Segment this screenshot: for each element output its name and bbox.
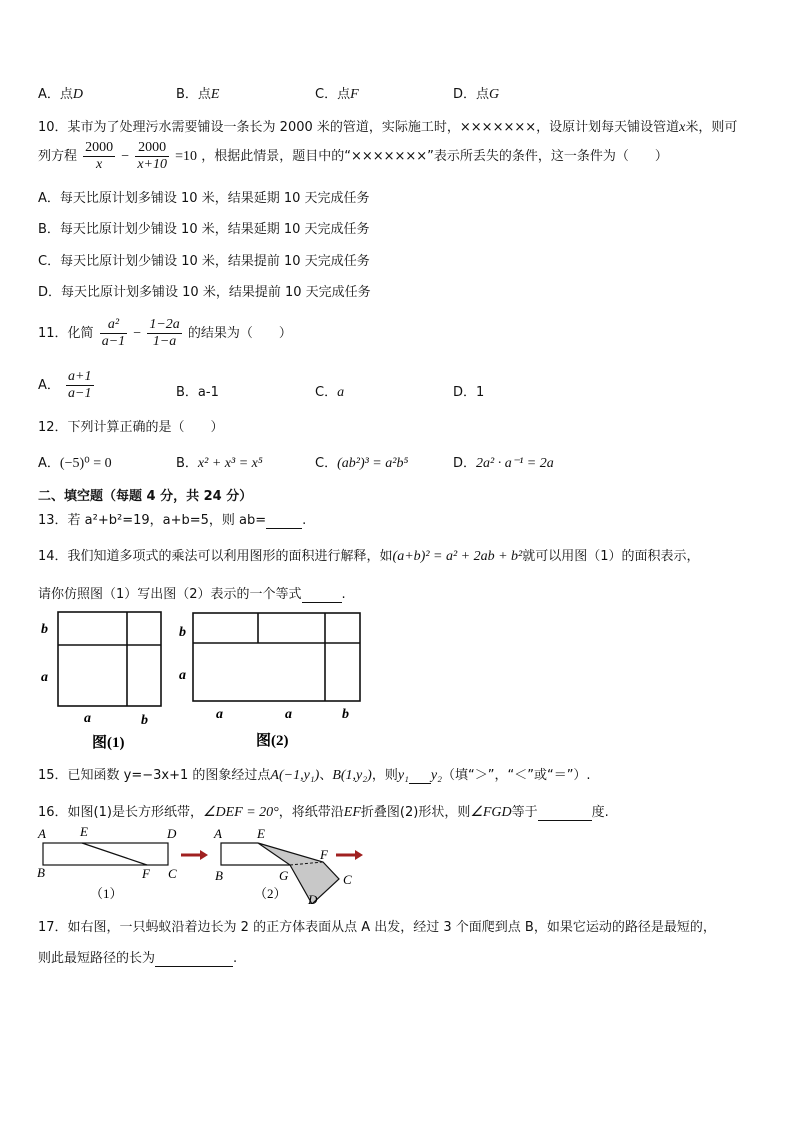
q12-option-b: B．x² + x³ = x⁵ — [176, 456, 263, 471]
q16-arrow-1 — [181, 850, 208, 860]
q12-option-c: C．(ab²)³ = a²b⁵ — [315, 456, 409, 471]
fig2-label-b-left: b — [179, 625, 186, 640]
fig1-caption: 图(1) — [92, 735, 125, 751]
q10-option-d: D．每天比原计划多铺设 10 米，结果提前 10 天完成任务 — [38, 285, 371, 300]
q9-option-a: A．点D — [38, 87, 84, 102]
fig2-label-G: G — [279, 868, 289, 883]
q11-option-a-fraction: $\frac{a+1}{a-1}$ — [68, 369, 92, 401]
q11-option-b: B．a-1 — [176, 385, 219, 400]
fig2-label-a-bottom-1: a — [216, 707, 223, 722]
q11-fraction-1: $\frac{\text{a²}}{a-1}$ — [101, 317, 126, 349]
q15-answer-blank — [409, 768, 431, 784]
q16-arrow-2 — [336, 850, 363, 860]
fig1-label-F: F — [142, 866, 150, 881]
fig2-label-A: A — [214, 826, 222, 841]
fig2-caption: （2） — [254, 886, 287, 901]
q10-fraction-1: $\frac{2000}{x}$ — [85, 140, 114, 172]
q17-stem-line1: 17．如右图，一只蚂蚁沿着边长为 2 的正方体表面从点 A 出发，经过 3 个面爬到点 B，如果它运动的路径是最短的， — [38, 920, 716, 935]
q12-option-d: D．2a² · a⁻¹ = 2a — [453, 456, 554, 471]
q12-stem: 12．下列计算正确的是（ ） — [38, 420, 224, 435]
q10-fraction-2: $\frac{2000}{x+10}$ — [137, 140, 168, 172]
q16-figure-2 — [213, 826, 352, 904]
q14-figure-1 — [41, 612, 161, 751]
q9-option-b: B．点E — [176, 87, 220, 102]
fig1-label-a-left: a — [41, 670, 48, 685]
q16-answer-blank — [538, 805, 592, 821]
q11-option-a: A． $\frac{a+1}{a-1}$ — [38, 369, 92, 401]
q10-stem-line1: 10．某市为了处理污水需要铺设一条长为 2000 米的管道，实际施工时，×××××××，设原计划每天铺设管道x米，则可 — [38, 120, 738, 135]
fig2-label-a-bottom-2: a — [285, 707, 292, 722]
fig2-label-D: D — [308, 892, 318, 904]
q14-stem-line2: 请你仿照图（1）写出图（2）表示的一个等式 . — [38, 587, 346, 602]
fig1-label-A: A — [38, 826, 46, 841]
q11-option-d: D．1 — [453, 385, 485, 400]
q13-stem: 13．若 a²+b²=19，a+b=5，则 ab= . — [38, 513, 307, 528]
fig1-caption: （1） — [90, 886, 123, 901]
q10-stem-line2: 列方程 $\frac{2000}{x}$ − $\frac{2000}{x+10}$ =10 ，根据此情景，题目中的“×××××××”表示所丢失的条件，这一条件为（ ） — [38, 140, 668, 172]
fig1-label-a-bottom: a — [84, 711, 91, 726]
fig1-label-D: D — [167, 826, 177, 841]
q15-stem: 15．已知函数 y=−3x+1 的图象经过点A(−1,y₁)、B(1,y₂)，则y₁ y₂（填“＞”，“＜”或“＝”）. — [38, 768, 591, 783]
q16-figures — [34, 822, 374, 904]
section-fill-in-title: 二、填空题（每题 4 分，共 24 分） — [38, 489, 253, 504]
fig2-label-b-bottom: b — [342, 707, 349, 722]
q14-stem-line1: 14．我们知道多项式的乘法可以利用图形的面积进行解释，如(a+b)² = a² + 2ab + b²就可以用图（1）的面积表示， — [38, 549, 700, 564]
fig2-label-F: F — [320, 847, 328, 862]
fig2-label-a-left: a — [179, 668, 186, 683]
q10-option-c: C．每天比原计划少铺设 10 米，结果提前 10 天完成任务 — [38, 254, 370, 269]
q10-option-b: B．每天比原计划少铺设 10 米，结果延期 10 天完成任务 — [38, 222, 370, 237]
q17-stem-line2: 则此最短路径的长为 . — [38, 951, 238, 966]
q9-option-c: C．点F — [315, 87, 359, 102]
q14-figure-2 — [179, 613, 360, 749]
q11-stem: 11．化简 $\frac{\text{a²}}{a-1}$ − $\frac{1-2a}{1-a}$ 的结果为（ ） — [38, 317, 292, 349]
q14-figures — [36, 605, 376, 755]
fig1-label-E: E — [80, 824, 88, 839]
fig1-label-B: B — [37, 865, 45, 880]
q16-figure-1 — [37, 824, 177, 901]
fig2-label-B: B — [215, 868, 223, 883]
fig2-label-E: E — [257, 826, 265, 841]
q14-answer-blank — [302, 587, 342, 603]
fig2-label-C: C — [343, 872, 352, 887]
fig2-caption: 图(2) — [256, 733, 289, 749]
q9-option-d: D．点G — [453, 87, 500, 102]
q10-option-a: A．每天比原计划多铺设 10 米，结果延期 10 天完成任务 — [38, 191, 370, 206]
fig1-label-b-left: b — [41, 622, 48, 637]
q11-fraction-2: $\frac{1-2a}{1-a}$ — [149, 317, 180, 349]
q12-option-a: A．(−5)⁰ = 0 — [38, 456, 112, 471]
q16-stem: 16．如图(1)是长方形纸带，∠DEF = 20°，将纸带沿EF折叠图(2)形状，则∠FGD等于 度. — [38, 805, 609, 820]
fig1-label-b-bottom: b — [141, 713, 148, 728]
q11-option-c: C．a — [315, 385, 345, 400]
q17-answer-blank — [155, 951, 233, 967]
fig1-label-C: C — [168, 866, 177, 881]
q13-answer-blank — [266, 513, 302, 529]
